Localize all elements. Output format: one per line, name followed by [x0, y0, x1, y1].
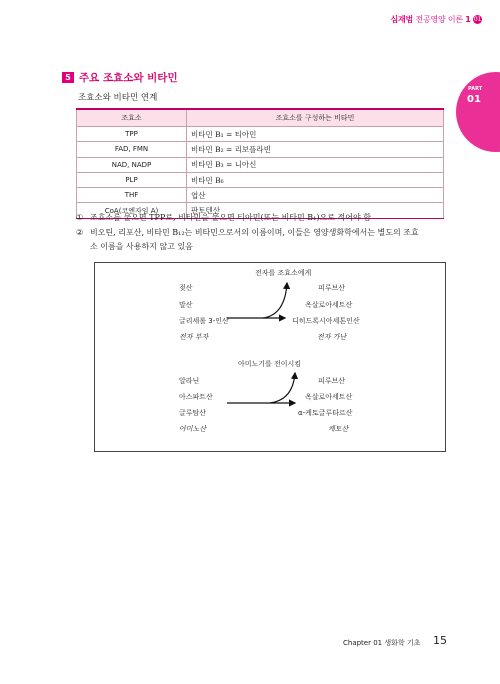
footer-chapter: Chapter 01 생화학 기초	[343, 639, 421, 647]
note-2-text-continued: 소 이름을 사용하지 않고 있음	[90, 242, 193, 251]
bottom-left-compound: 아스파트산	[179, 393, 213, 401]
header-volume: 1	[465, 15, 471, 24]
section-title-text: 주요 조효소와 비타민	[79, 72, 178, 84]
table-cell-coenzyme: CoA(코엔자임 A)	[77, 203, 187, 218]
coenzyme-table	[76, 108, 444, 219]
bottom-right-footer: 케토산	[328, 425, 349, 433]
bottom-right-compound: 옥살로아세트산	[305, 393, 353, 401]
table-row	[77, 172, 444, 187]
part-tab-number: 01	[467, 94, 481, 105]
note-2-text: 비오틴, 리포산, 비타민 B₁₂는 비타민으로서의 이름이며, 이들은 영양생화학에서는 별도의 조효	[90, 228, 419, 237]
coenzyme-reaction-diagram	[94, 262, 446, 452]
top-right-compound: 디히드록시아세톤인산	[292, 317, 360, 325]
part-tab	[456, 72, 500, 152]
table-cell-coenzyme: FAD, FMN	[77, 142, 187, 157]
part-tab-label: PART	[468, 86, 483, 92]
table-header-row	[77, 109, 444, 127]
header-author: 심재범	[390, 15, 414, 24]
table-cell-vitamin: 엽산	[187, 188, 444, 203]
table-header-coenzyme: 조효소	[77, 109, 187, 127]
bottom-curved-arrow	[270, 373, 295, 403]
bottom-left-compound: 알라닌	[179, 377, 200, 385]
note-2	[76, 226, 456, 254]
table-row	[77, 142, 444, 157]
note-1-text: 조효소를 물으면 TPP로, 비타민을 물으면 티아민(또는 비타민 B₁)으로 적어야 함	[90, 213, 371, 222]
page-number: 15	[433, 634, 447, 647]
section-title	[62, 70, 178, 85]
table-row	[77, 157, 444, 172]
table-row	[77, 188, 444, 203]
section-number-badge: 5	[62, 72, 74, 83]
top-curved-arrow	[263, 283, 287, 318]
table-cell-vitamin: 비타민 B₂ = 리보플라빈	[187, 142, 444, 157]
table-row	[77, 127, 444, 142]
table-cell-coenzyme: NAD, NADP	[77, 157, 187, 172]
table-cell-coenzyme: TPP	[77, 127, 187, 142]
running-header	[390, 14, 482, 25]
top-right-footer: 전자 가난	[317, 333, 347, 341]
subtitle: 조효소와 비타민 연계	[78, 93, 158, 103]
table-cell-vitamin: 비타민 B₃ = 니아신	[187, 157, 444, 172]
top-right-compound: 옥살로아세트산	[305, 301, 353, 309]
header-badge: 01	[473, 16, 482, 23]
table-cell-vitamin: 비타민 B₁ = 티아민	[187, 127, 444, 142]
note-1	[76, 211, 456, 225]
top-left-compound: 글리세롤 3-인산	[179, 317, 229, 325]
top-right-compound: 피루브산	[318, 284, 346, 292]
header-series: 전공영양 이론	[415, 15, 463, 24]
bottom-caption: 아미노기를 전이시킴	[238, 360, 302, 368]
bottom-left-compound: 글루탐산	[179, 409, 207, 417]
top-caption: 전자를 조효소에게	[255, 269, 312, 277]
table-header-vitamin: 조효소를 구성하는 비타민	[187, 109, 444, 127]
bottom-left-footer: 아미노산	[179, 425, 207, 433]
bottom-right-compound: 피루브산	[318, 377, 346, 385]
top-left-footer: 전자 부자	[179, 333, 209, 341]
top-left-compound: 젖산	[179, 284, 193, 292]
table-cell-coenzyme: PLP	[77, 172, 187, 187]
reaction-arrows	[95, 263, 445, 451]
note-1-marker: ①	[76, 213, 84, 222]
table-cell-coenzyme: THF	[77, 188, 187, 203]
table-cell-vitamin: 판토텐산	[187, 203, 444, 218]
bottom-right-compound: α-케토글루타르산	[298, 409, 353, 417]
top-left-compound: 말산	[179, 301, 193, 309]
note-2-marker: ②	[76, 228, 84, 237]
table-cell-vitamin: 비타민 B₆	[187, 172, 444, 187]
